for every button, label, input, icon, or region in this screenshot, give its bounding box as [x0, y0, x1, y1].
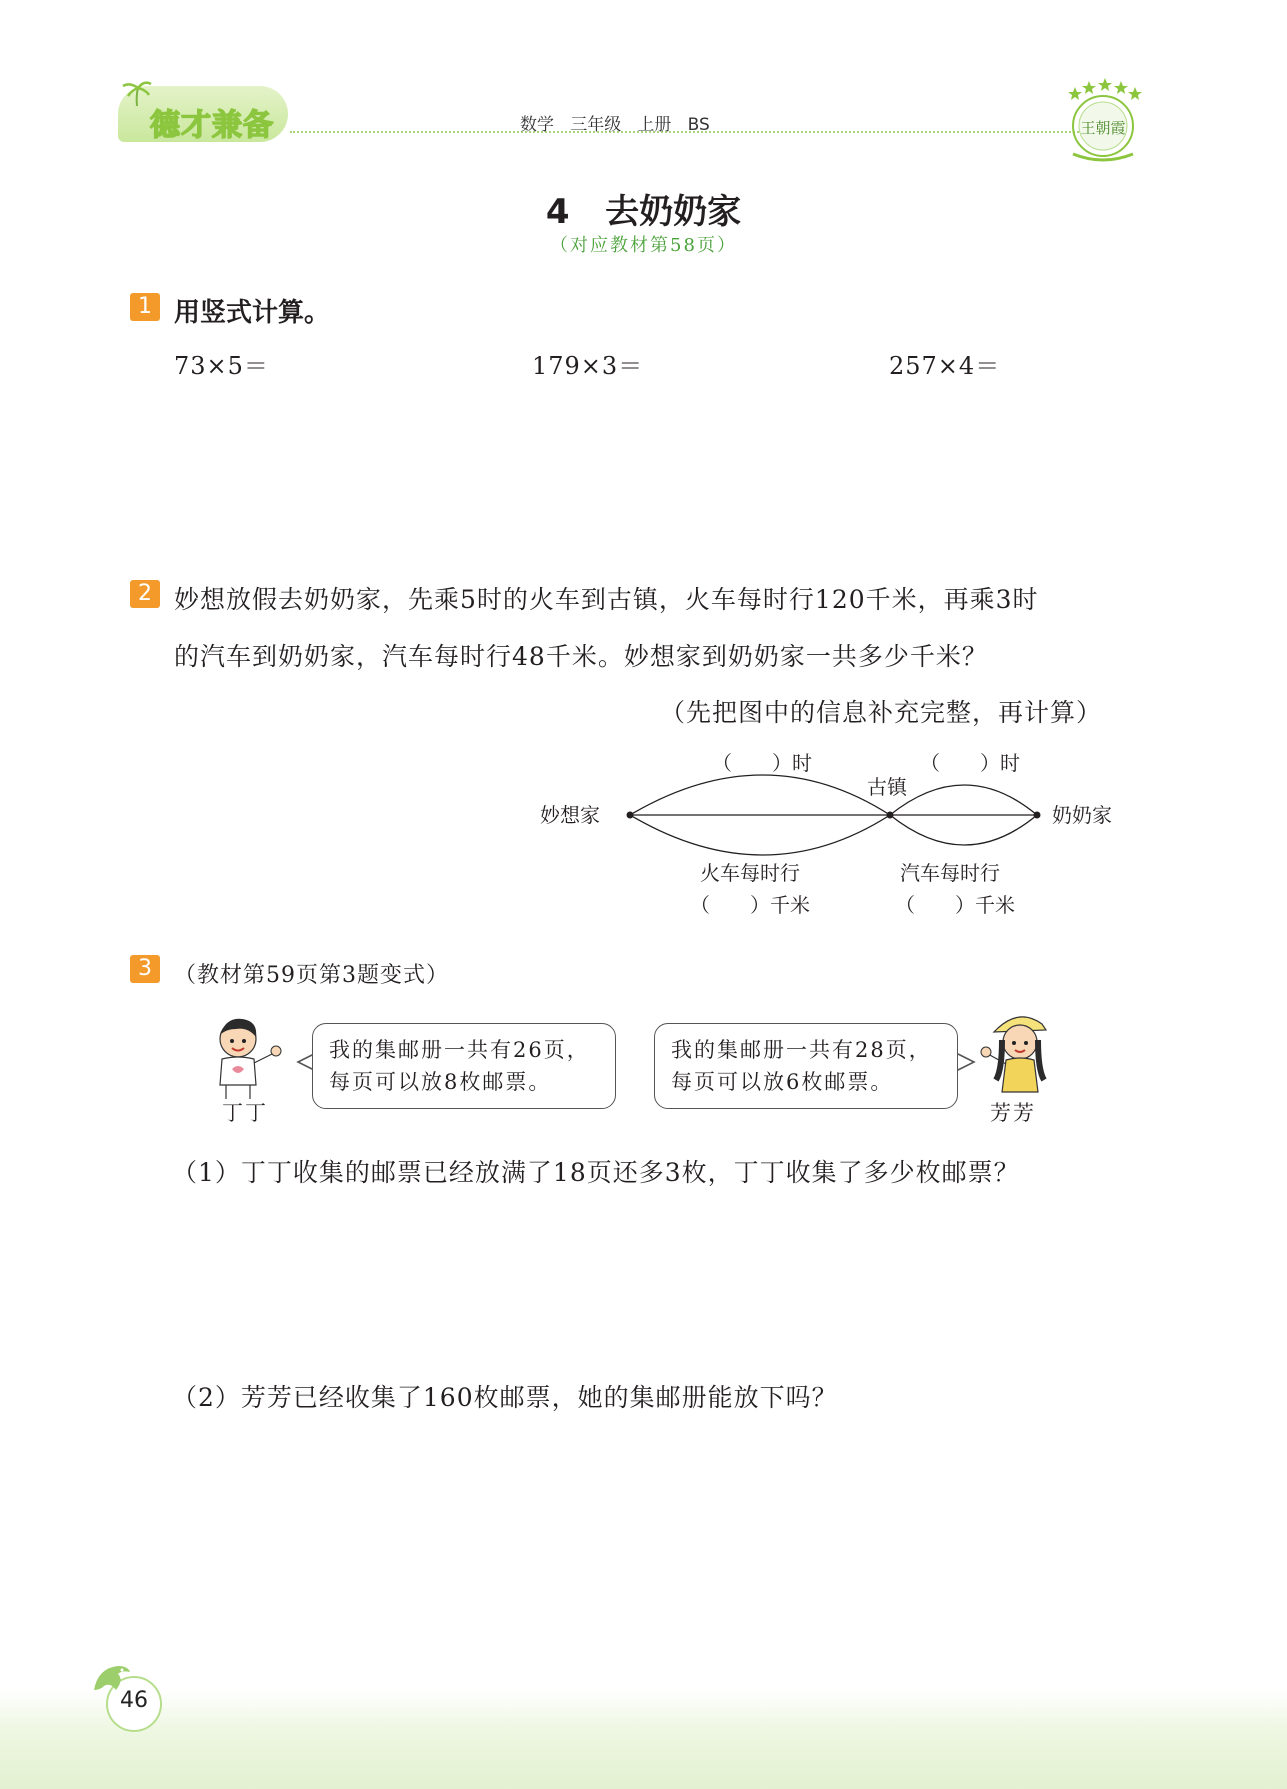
bus-hours-arc [890, 785, 1037, 815]
start-point [627, 812, 634, 819]
train-hours-label: （ ）时 [712, 751, 812, 775]
name-dingding: 丁丁 [222, 1101, 268, 1125]
question-2-number: 2 [130, 580, 160, 608]
bubble-line: 我的集邮册一共有26页， [329, 1038, 590, 1062]
train-speed-arc [630, 815, 890, 855]
bus-speed-label: 汽车每时行 [900, 861, 1000, 885]
girl-avatar-fangfang [980, 1010, 1060, 1105]
teacher-stamp-logo [1063, 78, 1143, 166]
question-2-text-line1: 妙想放假去奶奶家，先乘5时的火车到古镇，火车每时行120千米，再乘3时 [174, 585, 1039, 614]
question-3-part-1: （1）丁丁收集的邮票已经放满了18页还多3枚，丁丁收集了多少枚邮票？ [172, 1158, 1020, 1187]
question-1-title: 用竖式计算。 [174, 298, 331, 328]
end-point [1034, 812, 1041, 819]
end-label: 奶奶家 [1052, 803, 1112, 827]
train-speed-label: 火车每时行 [700, 861, 800, 885]
middle-point [887, 812, 894, 819]
stamp-text: 王朝霞 [1080, 119, 1126, 137]
question-2-text-line2: 的汽车到奶奶家，汽车每时行48千米。妙想家到奶奶家一共多少千米？ [174, 642, 988, 671]
textbook-reference: （对应教材第58页） [550, 235, 737, 256]
start-label: 妙想家 [540, 803, 600, 827]
question-2-hint: （先把图中的信息补充完整，再计算） [660, 698, 1103, 727]
question-1-number: 1 [130, 293, 160, 321]
name-fangfang: 芳芳 [990, 1101, 1036, 1125]
question-3-reference: （教材第59页第3题变式） [174, 963, 449, 988]
train-km-label: （ ）千米 [690, 893, 810, 917]
question-3-number: 3 [130, 955, 160, 983]
speech-bubble-dingding [312, 1023, 616, 1109]
calc-problem: 73×5＝ [174, 352, 269, 380]
lesson-title: 4 去奶奶家 [545, 192, 742, 232]
speech-bubble-fangfang [654, 1023, 958, 1109]
calc-problem: 257×4＝ [889, 352, 1001, 380]
bubble-line: 每页可以放6枚邮票。 [671, 1070, 894, 1094]
calc-problem: 179×3＝ [532, 352, 644, 380]
train-hours-arc [630, 775, 890, 815]
bubble-tail [956, 1052, 976, 1072]
middle-label: 古镇 [867, 775, 907, 799]
boy-avatar-dingding [208, 1015, 288, 1105]
bus-speed-arc [890, 815, 1037, 845]
page-number: 46 [120, 1688, 148, 1713]
footer-decoration [0, 1690, 1287, 1789]
brand-logo-text: 德才兼备 [150, 108, 274, 143]
bubble-line: 我的集邮册一共有28页， [671, 1038, 932, 1062]
bus-hours-label: （ ）时 [920, 751, 1020, 775]
journey-line-diagram [540, 740, 1140, 920]
book-info: 数学 三年级 上册 BS [520, 115, 710, 135]
bus-km-label: （ ）千米 [895, 893, 1015, 917]
question-3-part-2: （2）芳芳已经收集了160枚邮票，她的集邮册能放下吗？ [172, 1383, 838, 1412]
bubble-line: 每页可以放8枚邮票。 [329, 1070, 552, 1094]
palm-tree-icon [120, 78, 154, 108]
